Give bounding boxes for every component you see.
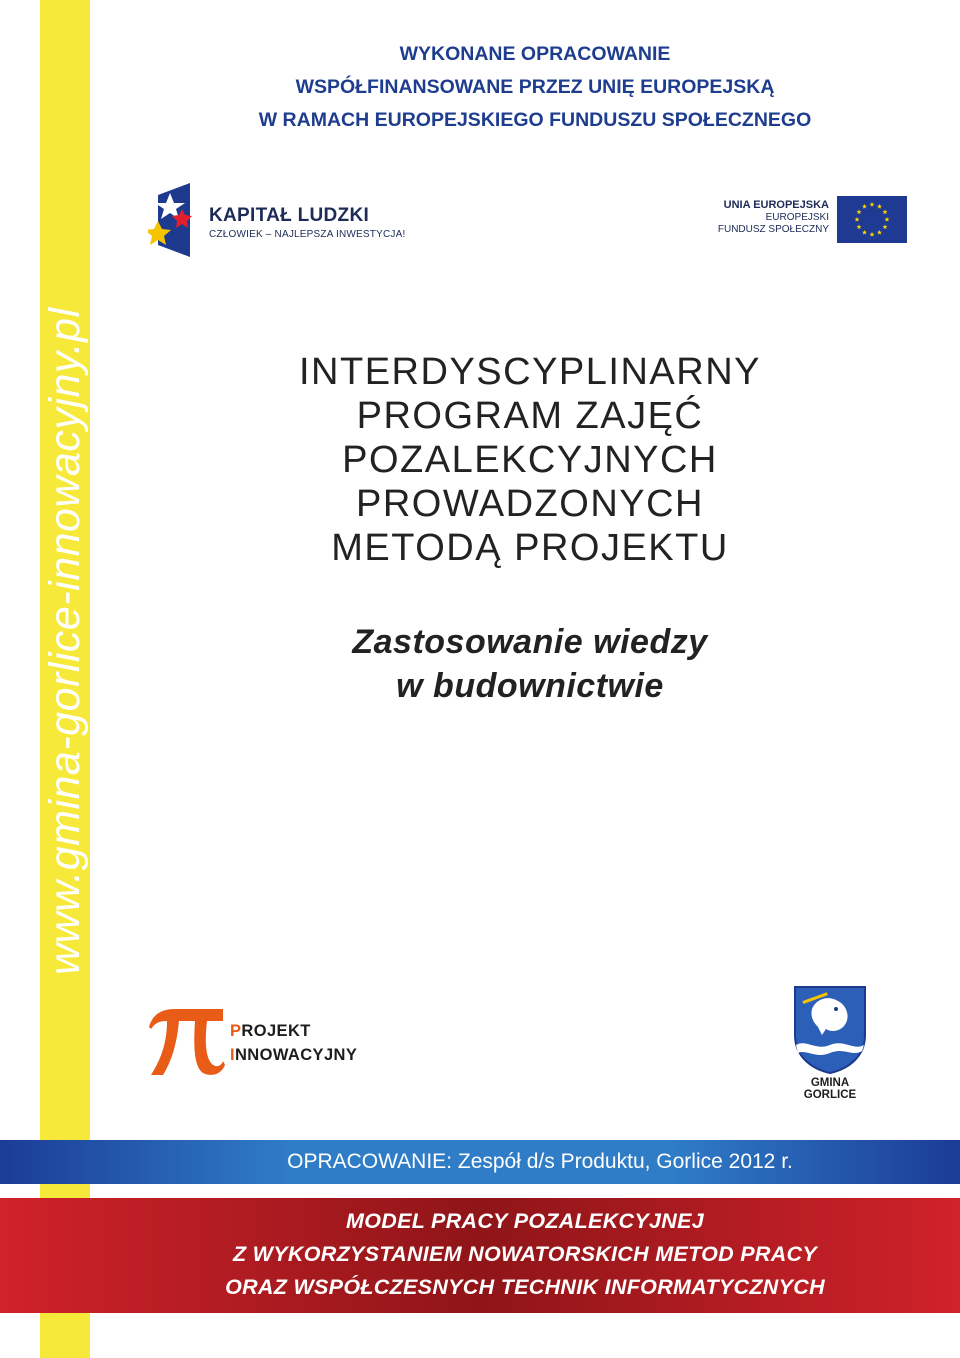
kapital-ludzki-logo-icon — [148, 183, 198, 258]
title-line-2: PROGRAM ZAJĘĆ — [356, 395, 704, 437]
authorship-text: OPRACOWANIE: Zespół d/s Produktu, Gorlice 2012 r. — [287, 1150, 793, 1173]
eu-logo-text — [718, 199, 829, 236]
eu-logo — [717, 195, 907, 245]
model-line-1: MODEL PRACY POZALEKCYJNEJ — [346, 1209, 704, 1233]
title-line-1: INTERDYSCYPLINARNY — [299, 351, 761, 393]
projekt-innowacyjny-logo — [145, 1005, 385, 1085]
model-description — [0, 1205, 960, 1304]
pi-symbol-icon — [145, 1005, 225, 1077]
kapital-ludzki-title: KAPITAŁ LUDZKI — [209, 205, 370, 226]
header-line-2: WSPÓŁFINANSOWANE PRZEZ UNIĘ EUROPEJSKĄ — [295, 76, 775, 98]
eu-line-2: EUROPEJSKI — [765, 212, 829, 223]
eu-line-3: FUNDUSZ SPOŁECZNY — [717, 224, 829, 235]
projekt-innowacyjny-text — [230, 1019, 357, 1067]
model-line-2: Z WYKORZYSTANIEM NOWATORSKICH METOD PRACY — [232, 1242, 818, 1266]
gmina-line-2: GORLICE — [803, 1089, 857, 1101]
coat-of-arms-icon — [792, 985, 868, 1075]
vertical-url-text: www.gmina-gorlice-innowacyjny.pl — [41, 307, 89, 975]
subtitle-line-1: Zastosowanie wiedzy — [352, 623, 708, 661]
title-line-3: POZALEKCYJNYCH — [342, 439, 718, 481]
header-line-1: WYKONANE OPRACOWANIE — [399, 43, 671, 65]
gmina-gorlice-label — [780, 1077, 880, 1101]
title-line-4: PROWADZONYCH — [355, 483, 705, 525]
title-line-5: METODĄ PROJEKTU — [331, 527, 729, 569]
eu-line-1: UNIA EUROPEJSKA — [723, 199, 829, 211]
model-line-3: ORAZ WSPÓŁCZESNYCH TECHNIK INFORMATYCZNYCH — [225, 1275, 825, 1299]
kapital-ludzki-logo — [148, 183, 406, 258]
cofinancing-header — [110, 38, 960, 137]
innowacyjny-word: INNOWACYJNY — [230, 1046, 358, 1064]
header-line-3: W RAMACH EUROPEJSKIEGO FUNDUSZU SPOŁECZNEGO — [258, 109, 812, 131]
kapital-ludzki-subtitle: CZŁOWIEK – NAJLEPSZA INWESTYCJA! — [209, 229, 406, 240]
subtitle-line-2: w budownictwie — [396, 667, 664, 705]
main-title — [200, 350, 860, 570]
subtitle — [200, 620, 860, 708]
eu-flag-icon — [837, 196, 907, 243]
projekt-word: PROJEKT — [230, 1022, 311, 1040]
gmina-line-1: GMINA — [810, 1077, 850, 1089]
